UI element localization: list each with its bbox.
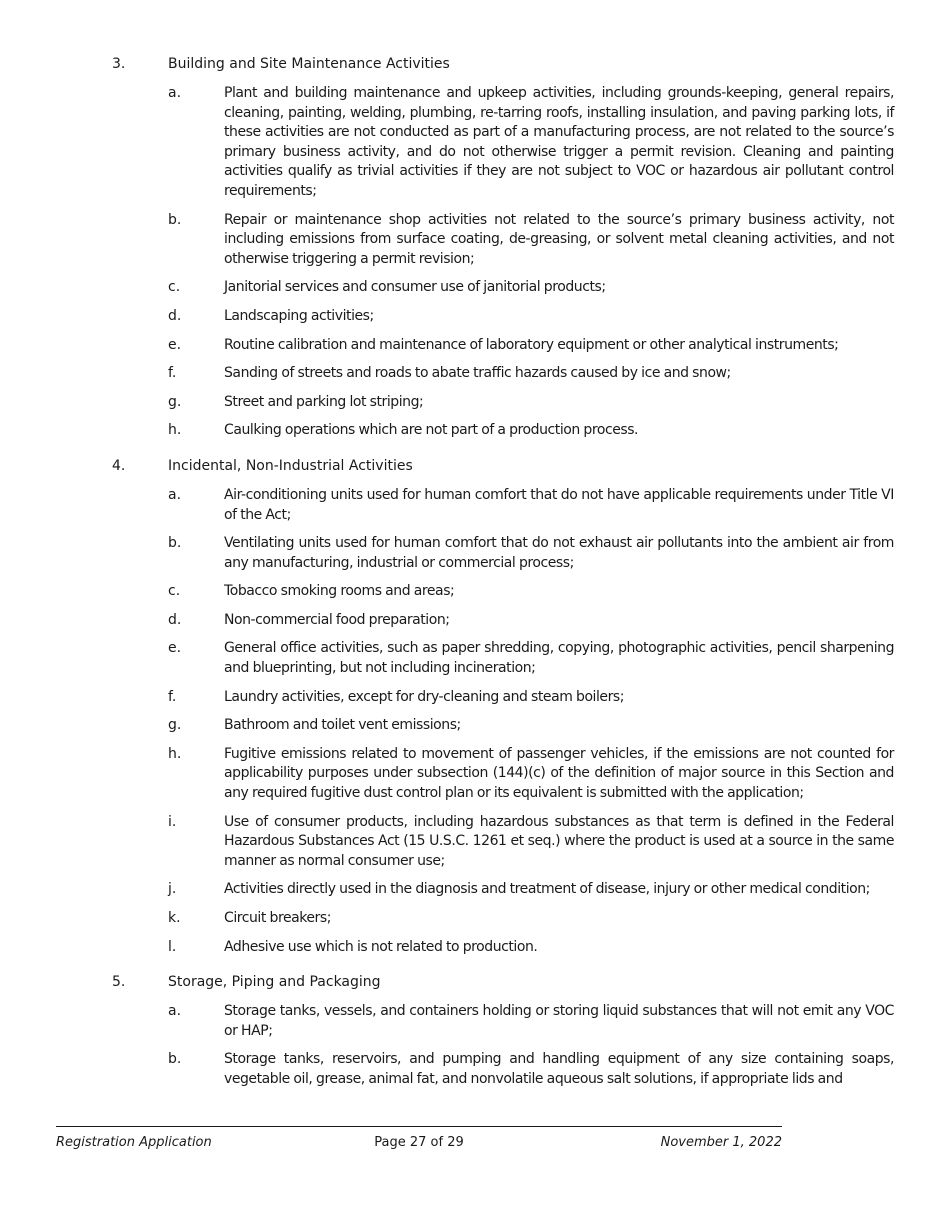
list-item-letter: h. [168,745,182,762]
list-item-letter: f. [168,688,177,705]
footer-page-number: Page 27 of 29 [374,1135,464,1150]
list-item-letter: h. [168,422,182,439]
section-number: 5. [112,974,126,991]
list-item-text: Circuit breakers; [224,910,331,926]
list-item-text: Air-conditioning units used for human comfort that do not have applicable requirements under Title VI of the Act; [224,486,894,523]
list-item [0,364,950,384]
list-item-letter: l. [168,938,177,955]
list-item [0,1050,950,1089]
list-item [0,582,950,602]
list-item-text: Bathroom and toilet vent emissions; [224,717,461,734]
list-item-letter: b. [168,211,182,228]
list-item-text: Tobacco smoking rooms and areas; [224,583,455,600]
list-item-text: Caulking operations which are not part of a production process. [224,422,639,439]
section-number: 3. [112,56,126,72]
section-4 [0,457,950,957]
list-item-letter: b. [168,1051,182,1068]
list-item-letter: a. [168,85,182,101]
footer-date: November 1, 2022 [660,1135,782,1150]
list-item-text: Use of consumer products, including hazardous substances as that term is defined in the Federal Hazardous Substances Act (15 U.S.C. 1261 et seq.) where the product is used at a source in the same manner as normal consumer use; [224,813,894,869]
list-item-letter: c. [168,279,181,296]
document-body [0,55,950,1106]
footer-divider [56,1126,782,1127]
list-item-letter: b. [168,535,182,552]
list-item-text: Ventilating units used for human comfort that do not exhaust air pollutants into the ambient air from any manufacturing, industrial or commercial process; [224,535,894,571]
list-item-text: Sanding of streets and roads to abate traffic hazards caused by ice and snow; [224,365,731,382]
list-item-letter: c. [168,583,181,600]
list-item [0,486,950,525]
list-item-text: Routine calibration and maintenance of laboratory equipment or other analytical instruments; [224,336,839,353]
list-item-letter: g. [168,717,182,734]
list-item-text: Fugitive emissions related to movement of passenger vehicles, if the emissions are not counted for applicability purposes under subsection (144)(c) of the definition of major source in this Section and any required fugitive dust control plan or its equivalent is submitted with the application; [224,745,894,802]
section-3 [0,55,950,441]
page-footer [56,1126,782,1154]
list-item-letter: d. [168,611,182,628]
list-item-text: Adhesive use which is not related to production. [224,938,538,955]
list-item-text: Storage tanks, vessels, and containers holding or storing liquid substances that will not emit any VOC or HAP; [224,1003,894,1039]
section-heading [0,457,950,476]
list-item [0,813,950,872]
list-item-text: Storage tanks, reservoirs, and pumping and handling equipment of any size containing soaps, vegetable oil, grease, animal fat, and nonvolatile aqueous salt solutions, if appropriate lids and [224,1051,894,1087]
list-item-letter: e. [168,640,182,657]
list-item [0,336,950,356]
list-item-letter: d. [168,307,182,324]
list-item [0,84,950,202]
list-item-text: Repair or maintenance shop activities not related to the source’s primary business activity, not including emissions from surface coating, de-greasing, or solvent metal cleaning activities, and not otherwise triggering a permit revision; [224,211,894,267]
list-item [0,211,950,270]
section-heading [0,55,950,74]
list-item-text: Street and parking lot striping; [224,393,424,410]
list-item [0,421,950,441]
list-item-letter: i. [168,813,177,830]
footer-document-title: Registration Application [56,1135,212,1150]
section-number: 4. [112,457,126,474]
list-item [0,938,950,958]
list-item-letter: a. [168,1003,182,1020]
list-item [0,880,950,900]
list-item [0,393,950,413]
list-item-text: Activities directly used in the diagnosis and treatment of disease, injury or other medical condition; [224,881,870,898]
list-item [0,639,950,678]
list-item-text: Laundry activities, except for dry-cleaning and steam boilers; [224,688,625,705]
list-item [0,1002,950,1041]
section-5 [0,973,950,1089]
list-item [0,611,950,631]
list-item-letter: e. [168,336,182,353]
section-title: Building and Site Maintenance Activities [168,56,450,72]
list-item [0,307,950,327]
list-item-text: Janitorial services and consumer use of janitorial products; [224,279,606,296]
list-item-letter: j. [168,881,177,898]
list-item [0,716,950,736]
list-item [0,278,950,298]
list-item-letter: k. [168,910,181,926]
list-item [0,534,950,573]
list-item [0,909,950,929]
section-title: Incidental, Non-Industrial Activities [168,457,413,474]
list-item-letter: a. [168,486,182,503]
list-item-text: Plant and building maintenance and upkeep activities, including grounds-keeping, general repairs, cleaning, painting, welding, plumbing, re-tarring roofs, installing insulation, and paving parking lots, if these activities are not conducted as part of a manufacturing process, are not related to the source’s primary business activity, and do not otherwise trigger a permit revision. Cleaning and painting activities qualify as trivial activities if they are not subject to VOC or hazardous air pollutant control requirements; [224,85,894,199]
list-item-letter: f. [168,365,177,382]
section-title: Storage, Piping and Packaging [168,974,381,991]
list-item [0,745,950,804]
section-heading [0,973,950,992]
list-item-letter: g. [168,393,182,410]
list-item-text: Non-commercial food preparation; [224,611,450,628]
list-item-text: Landscaping activities; [224,307,374,324]
list-item [0,688,950,708]
list-item-text: General office activities, such as paper shredding, copying, photographic activities, pencil sharpening and blueprinting, but not including incineration; [224,640,894,677]
